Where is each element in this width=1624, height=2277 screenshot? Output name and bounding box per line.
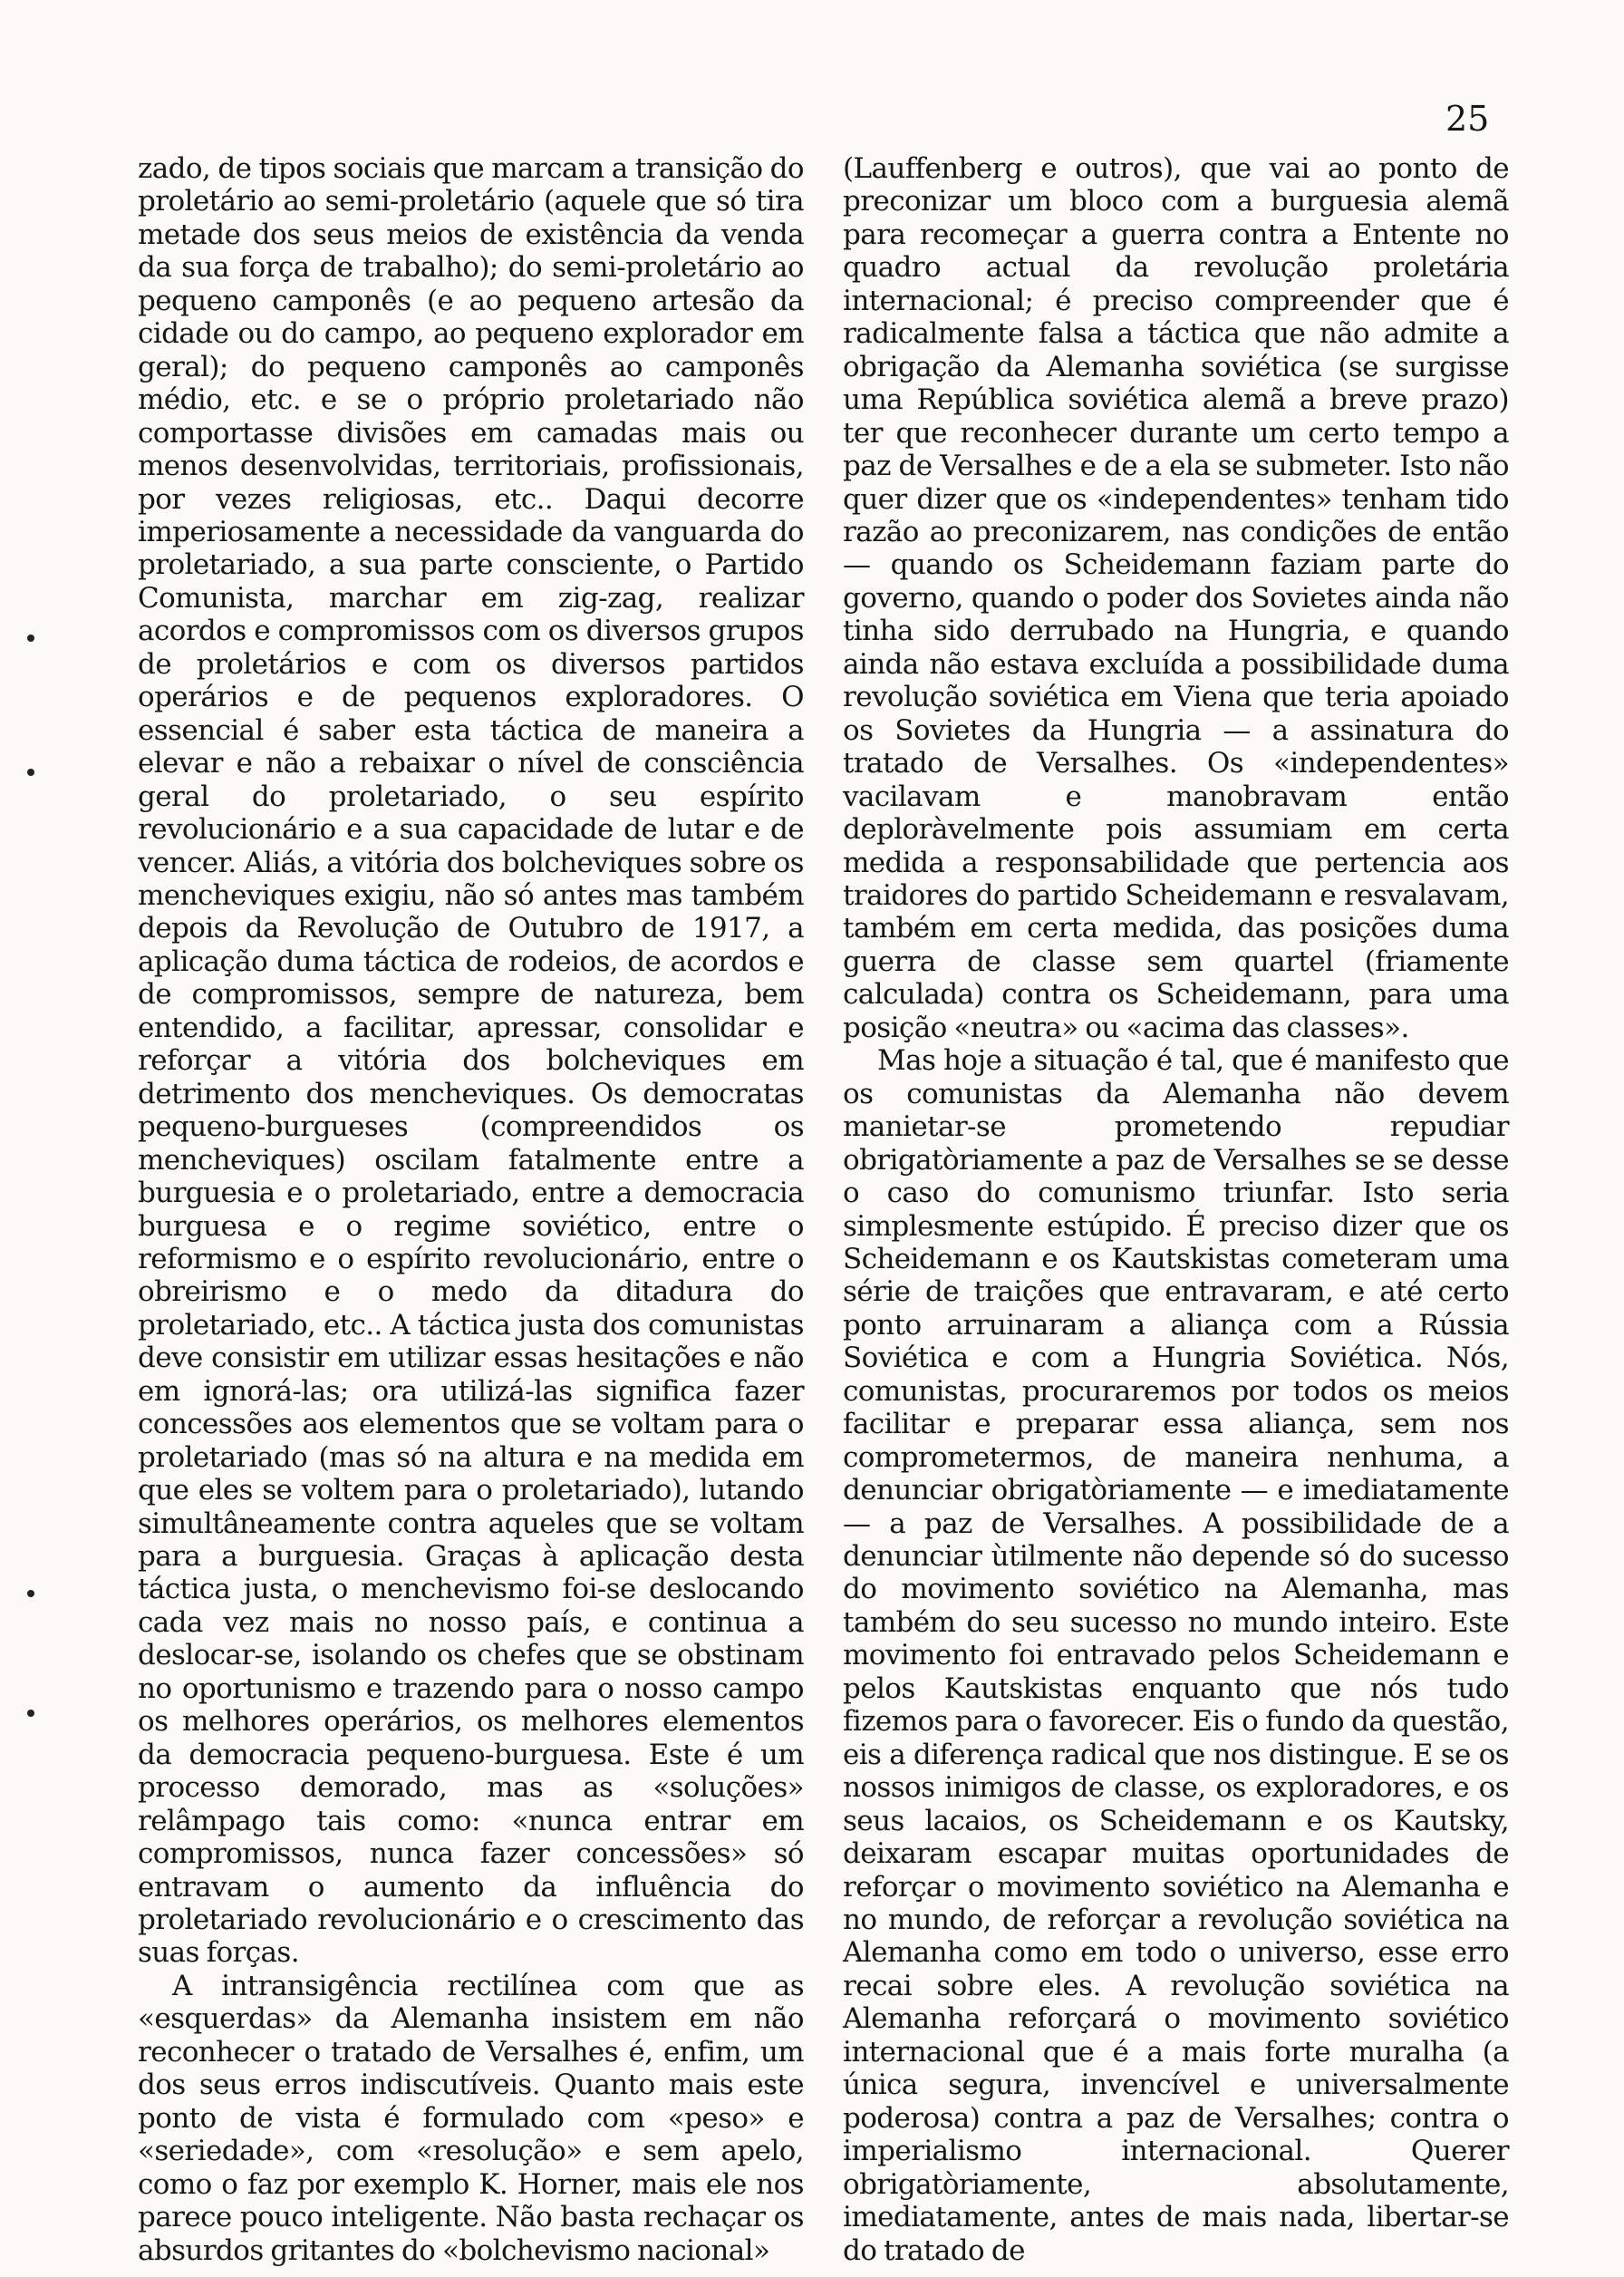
paragraph: zado, de tipos sociais que marcam a transição do proletário ao semi-proletário (aquele que só tira metade dos seus meios de existência da venda da sua força de trabalho); do semi-proletário ao pequeno camponês (e ao pequeno artesão da cidade ou do campo, ao pequeno explorador em geral); do pequeno camponês ao camponês médio, etc. e se o próprio proletariado não comportasse divisões em camadas mais ou menos desenvolvidas, territoriais, profissionais, por vezes religiosas, etc.. Daqui decorre imperiosamente a necessidade da vanguarda do proletariado, a sua parte consciente, o Partido Comunista, marchar em zig-zag, realizar acordos e compromissos com os diversos grupos de proletários e com os diversos partidos operários e de pequenos exploradores. O essencial é saber esta táctica de maneira a elevar e não a rebaixar o nível de consciência geral do proletariado, o seu espírito revolucionário e a sua capacidade de lutar e de vencer. Aliás, a vitória dos bolcheviques sobre os mencheviques exigiu, não só antes mas também depois da Revolução de Outubro de 1917, a aplicação duma táctica de rodeios, de acordos e de compromissos, sempre de natureza, bem entendido, a facilitar, apressar, consolidar e reforçar a vitória dos bolcheviques em detrimento dos mencheviques. Os democratas pequeno-burgueses (compreendidos os mencheviques) oscilam fatalmente entre a burguesia e o proletariado, entre a democracia burguesa e o regime soviético, entre o reformismo e o espírito revolucionário, entre o obreirismo e o medo da ditadura do proletariado, etc.. A táctica justa dos comunistas deve consistir em utilizar essas hesitações e não em ignorá-las; ora utilizá-las significa fazer concessões aos elementos que se voltam para o proletariado (mas só na altura e na medida em que eles se voltem para o proletariado), lutando simultâneamente contra aqueles que se voltam para a burguesia. Graças à aplicação desta táctica justa, o menchevismo foi-se deslocando cada vez mais no nosso país, e continua a deslocar-se, isolando os chefes que se obstinam no oportunismo e trazendo para o nosso campo os melhores operários, os melhores elementos da democracia pequeno-burguesa. Este é um processo demorado, mas as «soluções» relâmpago tais como: «nunca entrar em compromissos, nunca fazer concessões» só entravam o aumento da influência do proletariado revolucionário e o crescimento das suas forças. [138, 152, 804, 1970]
left-column [138, 152, 804, 2267]
page-number: 25 [1445, 99, 1490, 139]
margin-mark [27, 1590, 34, 1597]
paragraph: Mas hoje a situação é tal, que é manifesto que os comunistas da Alemanha não devem manietar-se prometendo repudiar obrigatòriamente a paz de Versalhes se se desse o caso do comunismo triunfar. Isto seria simplesmente estúpido. É preciso dizer que os Scheidemann e os Kautskistas cometeram uma série de traições que entravaram, e até certo ponto arruinaram a aliança com a Rússia Soviética e com a Hungria Soviética. Nós, comunistas, procuraremos por todos os meios facilitar e preparar essa aliança, sem nos comprometermos, de maneira nenhuma, a denunciar obrigatòriamente — e imediatamente — a paz de Versalhes. A possibilidade de a denunciar ùtilmente não depende só do sucesso do movimento soviético na Alemanha, mas também do seu sucesso no mundo inteiro. Este movimento foi entravado pelos Scheidemann e pelos Kautskistas enquanto que nós tudo fizemos para o favorecer. Eis o fundo da questão, eis a diferença radical que nos distingue. E se os nossos inimigos de classe, os exploradores, e os seus lacaios, os Scheidemann e os Kautsky, deixaram escapar muitas oportunidades de reforçar o movimento soviético na Alemanha e no mundo, de reforçar a revolução soviética na Alemanha como em todo o universo, esse erro recai sobre eles. A revolução soviética na Alemanha reforçará o movimento soviético internacional que é a mais forte muralha (a única segura, invencível e universalmente poderosa) contra a paz de Versalhes; contra o imperialismo internacional. Querer obrigatòriamente, absolutamente, imediatamente, antes de mais nada, libertar-se do tratado de [843, 1044, 1509, 2267]
paragraph: A intransigência rectilínea com que as «esquerdas» da Alemanha insistem em não reconhecer o tratado de Versalhes é, enfim, um dos seus erros indiscutíveis. Quanto mais este ponto de vista é formulado com «peso» e «seriedade», com «resolução» e sem apelo, como o faz por exemplo K. Horner, mais ele nos parece pouco inteligente. Não basta rechaçar os absurdos gritantes do «bolchevismo nacional» [138, 1969, 804, 2267]
paragraph: (Lauffenberg e outros), que vai ao ponto de preconizar um bloco com a burguesia alemã para recomeçar a guerra contra a Entente no quadro actual da revolução proletária internacional; é preciso compreender que é radicalmente falsa a táctica que não admite a obrigação da Alemanha soviética (se surgisse uma República soviética alemã a breve prazo) ter que reconhecer durante um certo tempo a paz de Versalhes e de a ela se submeter. Isto não quer dizer que os «independentes» tenham tido razão ao preconizarem, nas condições de então — quando os Scheidemann faziam parte do governo, quando o poder dos Sovietes ainda não tinha sido derrubado na Hungria, e quando ainda não estava excluída a possibilidade duma revolução soviética em Viena que teria apoiado os Sovietes da Hungria — a assinatura do tratado de Versalhes. Os «independentes» vacilavam e manobravam então deploràvelmente pois assumiam em certa medida a responsabilidade que pertencia aos traidores do partido Scheidemann e resvalavam, também em certa medida, das posições duma guerra de classe sem quartel (friamente calculada) contra os Scheidemann, para uma posição «neutra» ou «acima das classes». [843, 152, 1509, 1044]
right-column [843, 152, 1509, 2267]
margin-mark [27, 1710, 34, 1717]
margin-mark [27, 635, 34, 642]
margin-mark [27, 769, 34, 776]
